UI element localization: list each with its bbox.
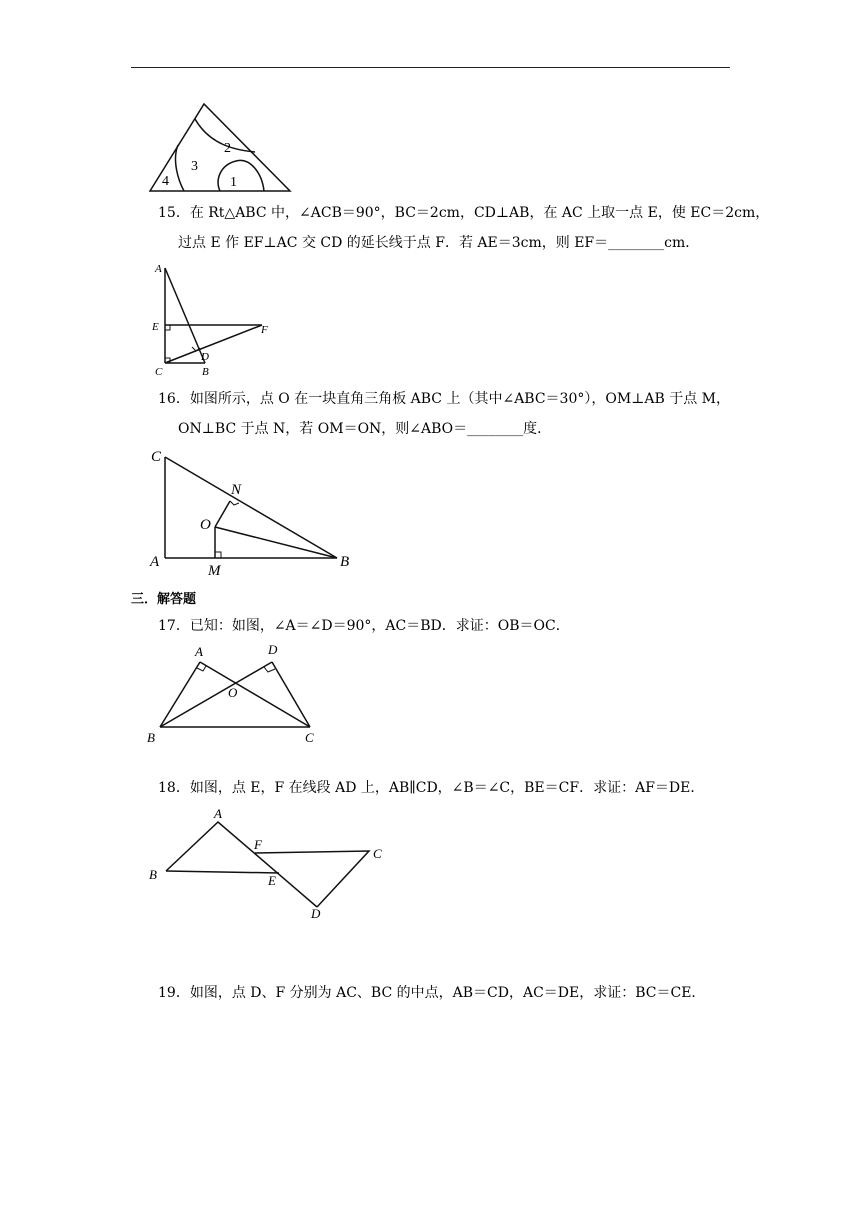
point-label-N: N [231, 482, 242, 498]
point-label-C: C [155, 366, 163, 378]
point-label-C: C [305, 730, 314, 745]
question-19-line-1: 19．如图，点 D、F 分别为 AC、BC 的中点，AB＝CD，AC＝DE，求证：BC＝CE． [158, 985, 706, 1001]
point-label-F: F [261, 324, 268, 336]
point-label-C: C [151, 449, 162, 465]
point-label-E: E [152, 321, 159, 333]
region-label-2: 2 [224, 141, 231, 156]
point-label-E: E [268, 873, 276, 888]
point-label-A: A [214, 806, 222, 821]
point-label-B: B [147, 730, 155, 745]
figure-q17 [140, 640, 330, 750]
point-label-A: A [195, 644, 203, 659]
region-label-4: 4 [162, 174, 169, 189]
section-heading: 三．解答题 [131, 592, 197, 607]
point-label-M: M [208, 563, 221, 579]
point-label-B: B [202, 366, 209, 378]
question-16-line-1: 16．如图所示，点 O 在一块直角三角板 ABC 上（其中∠ABC＝30°），OM⊥AB 于点 M， [158, 391, 730, 407]
point-label-B: B [340, 554, 350, 570]
figure-q16 [145, 445, 365, 580]
point-label-D: D [201, 351, 209, 363]
point-label-O: O [228, 685, 238, 700]
question-16-line-2: ON⊥BC 于点 N，若 OM＝ON，则∠ABO＝________度． [178, 421, 552, 437]
figure-q18 [140, 805, 400, 925]
region-label-3: 3 [191, 159, 198, 174]
question-15-line-1: 15．在 Rt△ABC 中，∠ACB＝90°，BC＝2cm，CD⊥AB，在 AC 上取一点 E，使 EC＝2cm， [158, 205, 770, 221]
question-18-line-1: 18．如图，点 E，F 在线段 AD 上，AB∥CD，∠B＝∠C，BE＝CF．求证：AF＝DE． [158, 780, 705, 796]
point-label-A: A [155, 263, 162, 275]
point-label-D: D [268, 642, 278, 657]
point-label-F: F [254, 837, 262, 852]
region-label-1: 1 [230, 175, 237, 190]
point-label-O: O [200, 517, 211, 533]
question-17-line-1: 17．已知：如图，∠A＝∠D＝90°，AC＝BD．求证：OB＝OC． [158, 618, 570, 634]
header-rule [131, 67, 730, 68]
point-label-B: B [149, 867, 157, 882]
point-label-C: C [373, 846, 382, 861]
point-label-A: A [150, 554, 160, 570]
figure-q15 [150, 262, 280, 377]
point-label-D: D [311, 906, 321, 921]
figure-q14 [140, 95, 300, 195]
question-15-line-2: 过点 E 作 EF⊥AC 交 CD 的延长线于点 F．若 AE＝3cm，则 EF＝________cm． [178, 235, 700, 251]
